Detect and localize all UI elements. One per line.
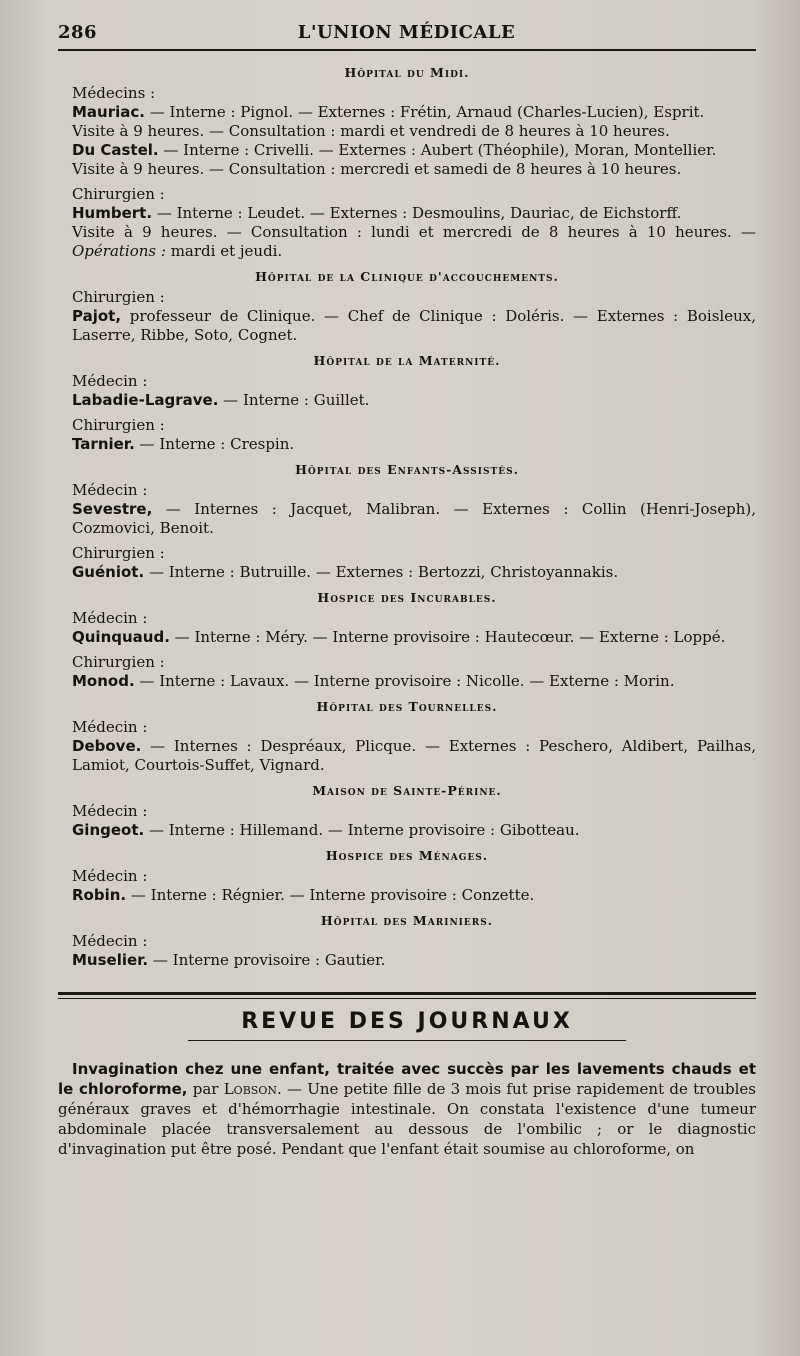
staff-role: Chirurgien : xyxy=(72,653,165,671)
staff-role: Chirurgien : xyxy=(72,416,165,434)
staff-block xyxy=(58,653,756,691)
staff-details: — Interne : Méry. — Interne provisoire : Hautecœur. — Externe : Loppé. xyxy=(169,628,726,646)
operations-label: Opérations : xyxy=(72,242,166,260)
article-body: — Une petite fille de 3 mois fut prise rapidement de troubles généraux graves et d'hémorrhagie intestinale. On constata l'existence d'une tumeur abdominale placée transversalement au dessous de l'ombilic ; or le diagnostic d'invagination put être posé. Pendant que l'enfant était soumise au chloroforme, on xyxy=(58,1080,756,1158)
staff-entry xyxy=(58,951,756,970)
staff-details: — Interne : Guillet. xyxy=(218,391,370,409)
staff-entry xyxy=(58,103,756,122)
staff-details: professeur de Clinique. — Chef de Clinique : Doléris. — Externes : Boisleux, Laserre, Ribbe, Soto, Cognet. xyxy=(72,307,756,344)
visit-schedule xyxy=(58,122,756,141)
staff-role: Médecin : xyxy=(72,932,148,950)
staff-details: — Interne : Lavaux. — Interne provisoire : Nicolle. — Externe : Morin. xyxy=(134,672,675,690)
staff-role: Médecin : xyxy=(72,609,148,627)
staff-details: — Interne : Crespin. xyxy=(134,435,295,453)
section-title: Maison de Sainte-Périne. xyxy=(312,783,502,798)
staff-role: Médecin : xyxy=(72,372,148,390)
visit-schedule xyxy=(58,223,756,261)
staff-entry xyxy=(58,141,756,160)
staff-block xyxy=(58,718,756,775)
staff-entry xyxy=(58,500,756,538)
chief-name: Guéniot. xyxy=(72,563,145,581)
article-author: Lobson. xyxy=(223,1080,282,1098)
staff-role: Médecins : xyxy=(72,84,156,102)
chief-name: Tarnier. xyxy=(72,435,135,453)
visit-schedule xyxy=(58,160,756,179)
staff-entry xyxy=(58,628,756,647)
chief-name: Muselier. xyxy=(72,951,149,969)
section-divider xyxy=(58,992,756,999)
hospital-list xyxy=(58,65,756,970)
staff-block xyxy=(58,544,756,582)
page-number: 286 xyxy=(58,22,98,43)
article-paragraph xyxy=(58,1059,756,1159)
section-title: Hôpital des Enfants-Assistés. xyxy=(295,462,519,477)
staff-block xyxy=(58,609,756,647)
staff-block xyxy=(58,84,756,179)
staff-details: — Interne : Pignol. — Externes : Frétin, Arnaud (Charles-Lucien), Esprit. xyxy=(144,103,705,121)
chief-name: Sevestre, xyxy=(72,500,153,518)
staff-entry xyxy=(58,204,756,223)
staff-details: — Interne : Crivelli. — Externes : Aubert (Théophile), Moran, Montellier. xyxy=(158,141,717,159)
staff-block xyxy=(58,932,756,970)
staff-details: — Interne provisoire : Gautier. xyxy=(148,951,386,969)
staff-block xyxy=(58,288,756,345)
visit-text: Visite à 9 heures. — Consultation : mercredi et samedi de 8 heures à 10 heures. xyxy=(72,160,682,178)
section-title: Hôpital de la Maternité. xyxy=(313,353,501,368)
article-by: par xyxy=(187,1080,224,1098)
staff-role: Médecin : xyxy=(72,867,148,885)
chief-name: Debove. xyxy=(72,737,142,755)
staff-block xyxy=(58,802,756,840)
staff-role: Chirurgien : xyxy=(72,185,165,203)
visit-text: Visite à 9 heures. — Consultation : mardi et vendredi de 8 heures à 10 heures. xyxy=(72,122,670,140)
article-title: Invagination chez une enfant, traitée avec succès par les lavements chauds et le chloroforme, xyxy=(58,1060,756,1098)
journal-title: L'UNION MÉDICALE xyxy=(297,22,516,43)
operations-days: mardi et jeudi. xyxy=(165,242,283,260)
section-title: Hôpital du Midi. xyxy=(344,65,470,80)
staff-entry xyxy=(58,307,756,345)
chief-name: Mauriac. xyxy=(72,103,145,121)
chief-name: Labadie-Lagrave. xyxy=(72,391,219,409)
staff-block xyxy=(58,416,756,454)
staff-entry xyxy=(58,391,756,410)
staff-role: Chirurgien : xyxy=(72,288,165,306)
chief-name: Humbert. xyxy=(72,204,153,222)
section-title: Hospice des Ménages. xyxy=(325,848,489,863)
staff-entry xyxy=(58,435,756,454)
staff-role: Chirurgien : xyxy=(72,544,165,562)
staff-block xyxy=(58,481,756,538)
chief-name: Du Castel. xyxy=(72,141,159,159)
chief-name: Gingeot. xyxy=(72,821,145,839)
staff-details: — Internes : Jacquet, Malibran. — Externes : Collin (Henri-Joseph), Cozmovici, Benoit. xyxy=(72,500,756,537)
staff-details: — Interne : Hillemand. — Interne provisoire : Gibotteau. xyxy=(144,821,580,839)
staff-details: — Interne : Butruille. — Externes : Bertozzi, Christoyannakis. xyxy=(144,563,619,581)
staff-entry xyxy=(58,563,756,582)
staff-entry xyxy=(58,672,756,691)
section-title: Hôpital de la Clinique d'accouchements. xyxy=(255,269,559,284)
staff-role: Médecin : xyxy=(72,802,148,820)
staff-details: — Internes : Despréaux, Plicque. — Externes : Peschero, Aldibert, Pailhas, Lamiot, Courtois-Suffet, Vignard. xyxy=(72,737,756,774)
section-title: Hôpital des Mariniers. xyxy=(320,913,494,928)
chief-name: Quinquaud. xyxy=(72,628,170,646)
staff-details: — Interne : Régnier. — Interne provisoire : Conzette. xyxy=(126,886,535,904)
staff-block xyxy=(58,867,756,905)
chief-name: Monod. xyxy=(72,672,135,690)
staff-details: — Interne : Leudet. — Externes : Desmoulins, Dauriac, de Eichstorff. xyxy=(152,204,682,222)
chief-name: Pajot, xyxy=(72,307,122,325)
staff-entry xyxy=(58,737,756,775)
running-head xyxy=(58,22,756,43)
visit-text: Visite à 9 heures. — Consultation : lundi et mercredi de 8 heures à 10 heures. — xyxy=(72,223,756,241)
section-title: Hôpital des Tournelles. xyxy=(316,699,498,714)
staff-role: Médecin : xyxy=(72,481,148,499)
header-rule xyxy=(58,49,756,51)
staff-entry xyxy=(58,821,756,840)
staff-entry xyxy=(58,886,756,905)
revue-underline xyxy=(188,1040,626,1041)
chief-name: Robin. xyxy=(72,886,127,904)
section-title: Hospice des Incurables. xyxy=(317,590,497,605)
revue-heading: REVUE DES JOURNAUX xyxy=(241,1009,573,1034)
staff-block xyxy=(58,185,756,261)
staff-block xyxy=(58,372,756,410)
staff-role: Médecin : xyxy=(72,718,148,736)
